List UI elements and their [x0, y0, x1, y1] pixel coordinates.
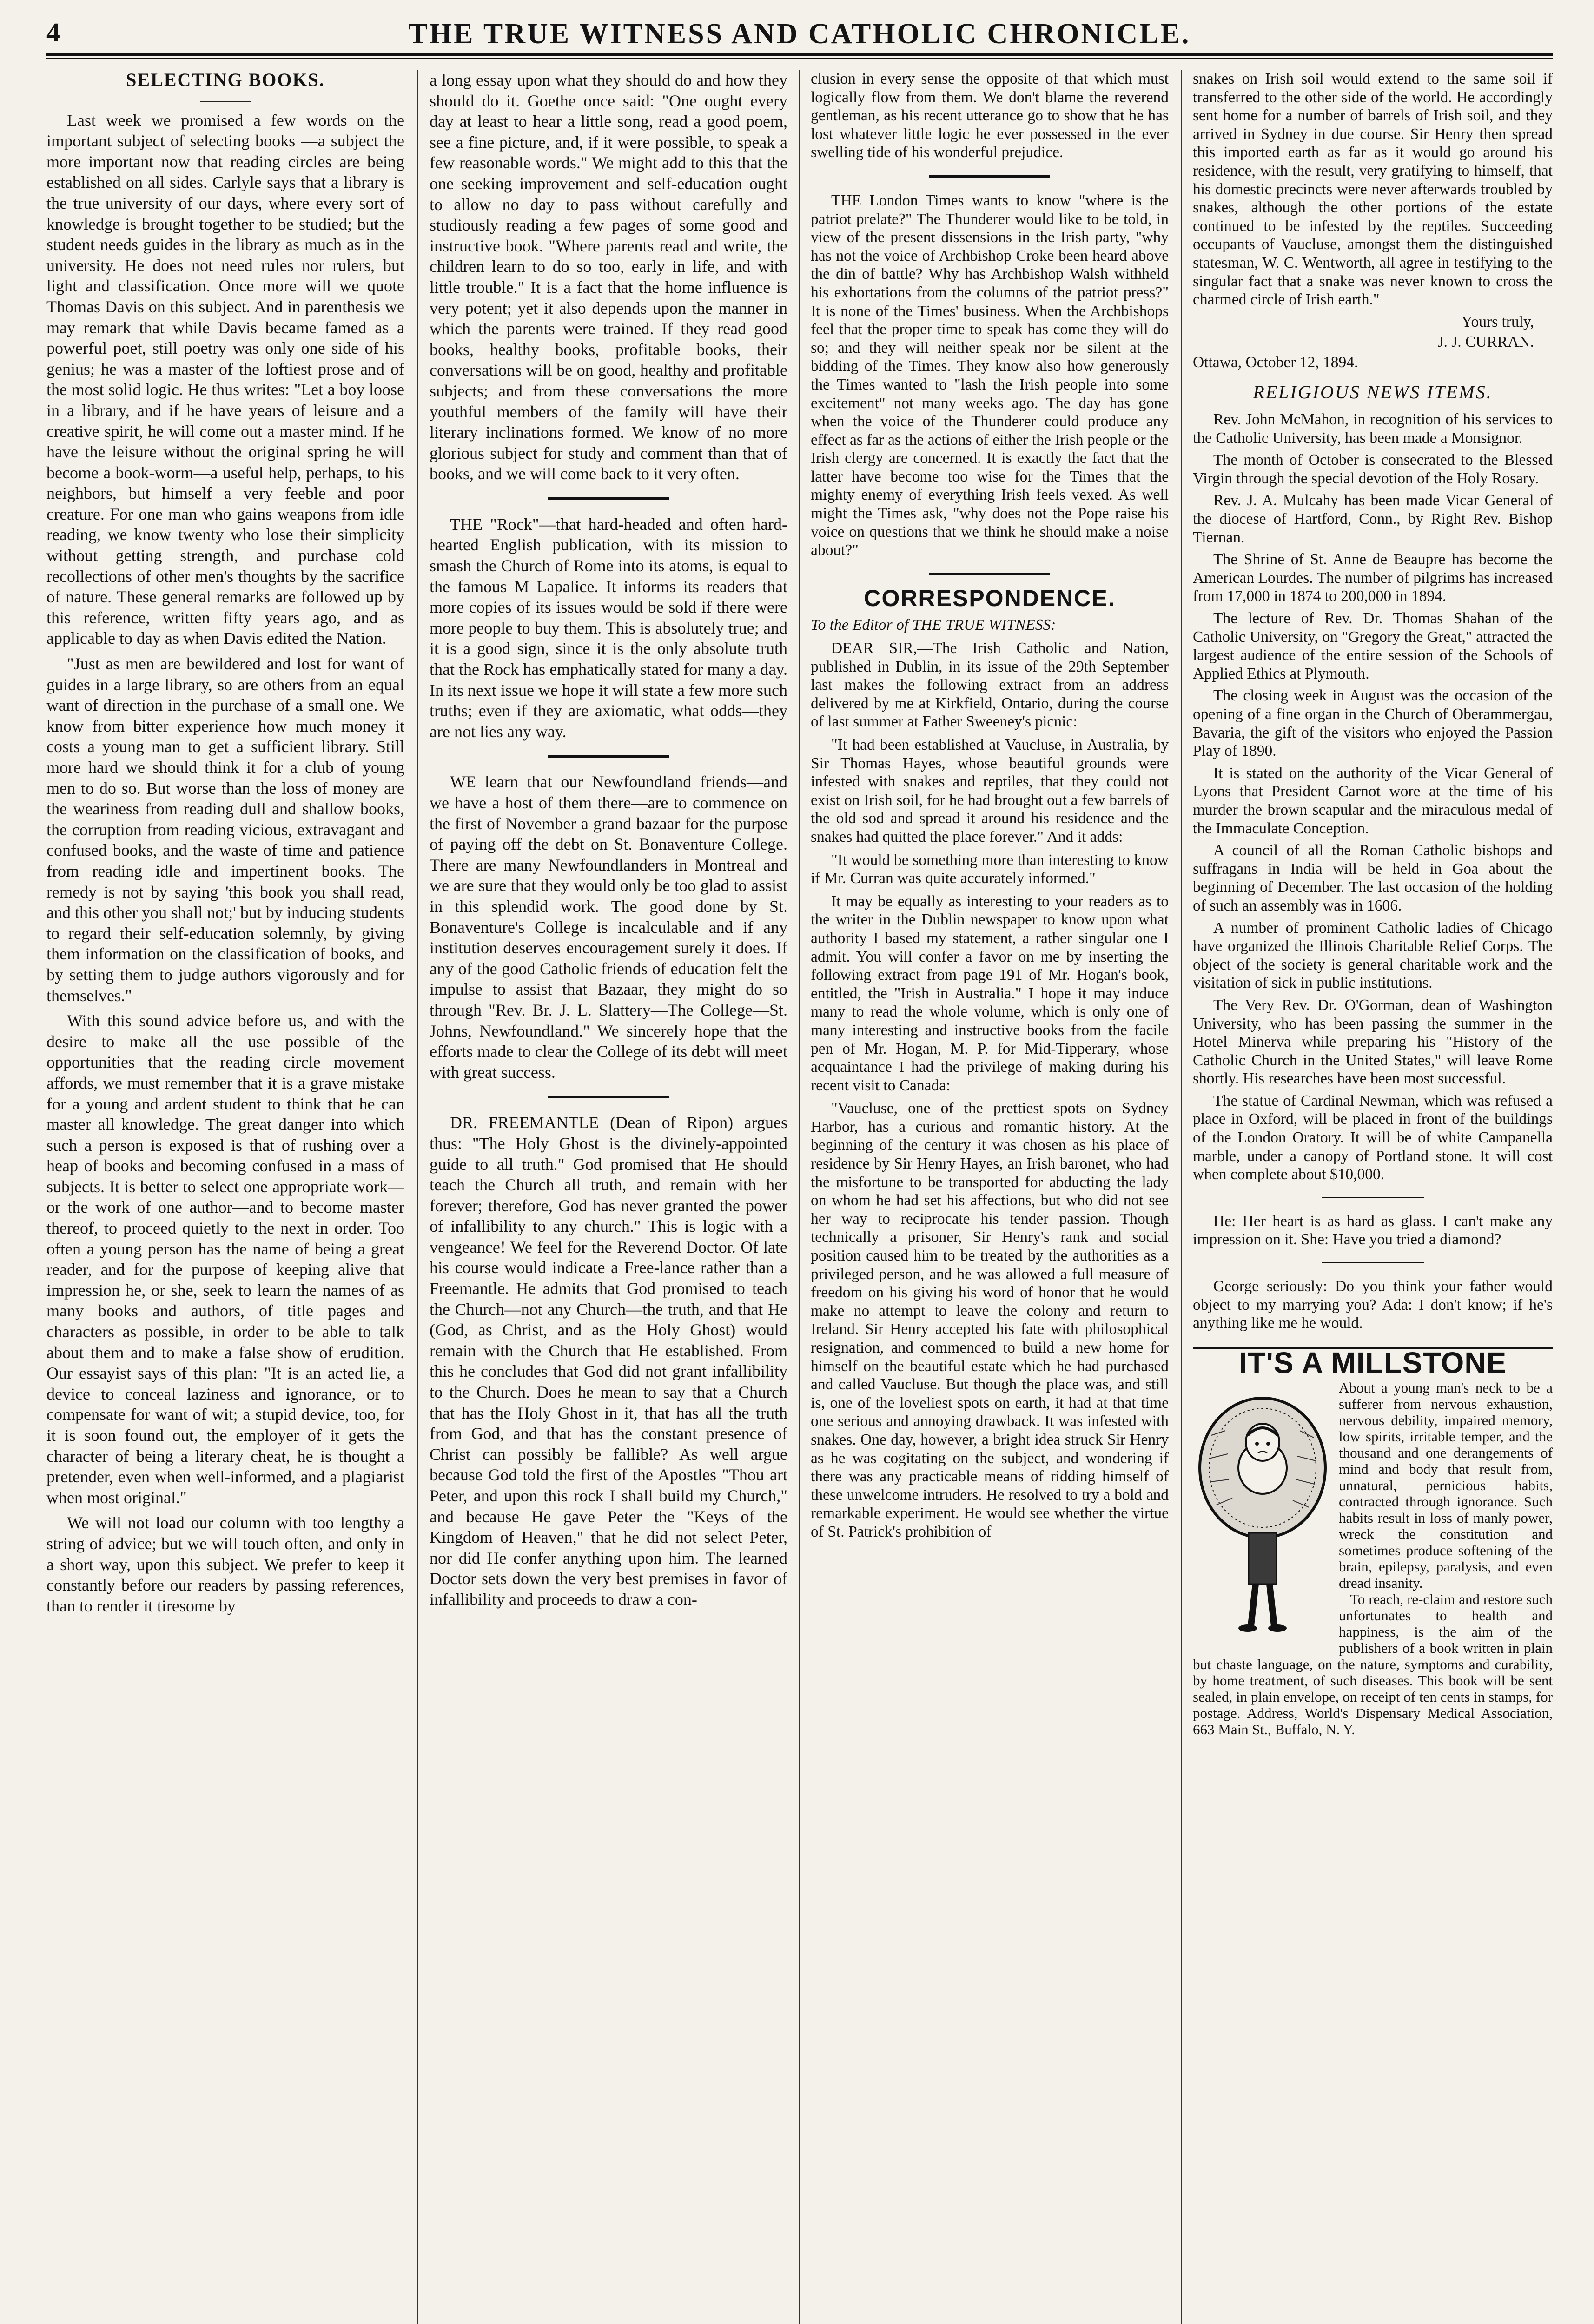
column-1	[46, 70, 404, 2324]
separator-rule	[1322, 1197, 1424, 1198]
article-paragraph: With this sound advice before us, and with the desire to make all the use possible of the opportunities that the reading circle movement affords, we must remember that it is a grave mistake for a young and ardent student to think that he can master all knowledge. The great danger into which such a person is exposed is that of rushing over a heap of books and becoming confused in a mass of subjects. It is better to select one appropriate work—or the work of one author—and to become master thereof, to proceed quietly to the next in order. Too often a young person has the name of being a great reader, and for the purpose of keeping alive that impression he, or she, seek to learn the names of as many books and authors, of title pages and characters as possible, in order to be able to talk about them and to make a false show of erudition. Our essayist says of this plan: "It is an acted lie, a device to conceal laziness and ignorance, or to compensate for want of wit; a stupid device, too, for it is soon found out, the employer of it gets the character of being a literary cheat, he is thought a pretender, even when well-informed, and a plagiarist when most original."	[46, 1011, 404, 1507]
advertisement-paragraph: To reach, re-claim and restore such unfortunates to health and happiness, is the aim of the publishers of a book written in plain but chaste language, on the nature, symptoms and curability, by home treatment, of such diseases. This book will be sent sealed, in plain envelope, on receipt of ten cents in stamps, for postage. Address, World's Dispensary Medical Association, 663 Main St., Buffalo, N. Y.	[1193, 1591, 1553, 1738]
news-item: A council of all the Roman Catholic bishops and suffragans in India will be held in Goa about the beginning of December. The last occasion of the holding of such an assembly was in 1606.	[1193, 842, 1553, 914]
heading-rule	[200, 101, 251, 102]
news-item: Rev. John McMahon, in recognition of his services to the Catholic University, has been made a Monsignor.	[1193, 411, 1553, 447]
separator-rule	[548, 1096, 669, 1098]
column-3	[811, 70, 1169, 2324]
article-paragraph: "Just as men are bewildered and lost for want of guides in a large library, so are others from an equal want of direction in the purchase of a small one. We know from bitter experience how much money it costs a young man to get a sufficient library. Still more hard we should think it for a club of young men to do so. But worse than the loss of money are the weariness from reading dull and shallow books, the corruption from reading vicious, extravagant and confused books, and the waste of time and patience from reading idle and impertinent books. The remedy is not by saying 'this book you shall read, and this other you shall not;' but by inducing students to regard their self-education solemnly, by giving them information on the classification of books, and by setting them to judge authors vigorously and for themselves."	[46, 654, 404, 1005]
column-4	[1193, 70, 1553, 2324]
news-item: It is stated on the authority of the Vicar General of Lyons that President Carnot wore at the time of his murder the brown scapular and the miraculous medal of the Immaculate Conception.	[1193, 764, 1553, 837]
letter-dateline: Ottawa, October 12, 1894.	[1193, 353, 1358, 371]
letter-paragraph: "Vaucluse, one of the prettiest spots on Sydney Harbor, has a curious and romantic history. At the beginning of the century it was chosen as his place of residence by Sir Henry Hayes, an Irish baronet, who had the misfortune to be transported for abducting the lady on whom he had set his affections, but who did not see her way to reciprocate his tender passion. Though technically a prisoner, Sir Henry's rank and social position caused him to be treated by the authorities as a privileged person, and he was allowed a full measure of freedom on his giving his word of honor that he would make no attempt to leave the colony and return to Ireland. Sir Henry accepted his fate with philosophical resignation, and commenced to build a new home for himself on the beautiful estate which he had purchased and called Vaucluse. But though the place was, and still is, one of the loveliest spots on earth, it had at that time one serious and annoying drawback. It was infested with snakes. One day, however, a bright idea struck Sir Henry as he was cogitating on the subject, and wondering if there was any practicable means of ridding himself of these unwelcome intruders. He resolved to try a bold and remarkable experiment. He would see whether the virtue of St. Patrick's prohibition of	[811, 1100, 1169, 1540]
letter-paragraph: "It would be something more than interesting to know if Mr. Curran was quite accurately informed."	[811, 851, 1169, 887]
correspondence-heading: CORRESPONDENCE.	[864, 585, 1116, 611]
separator-rule	[1322, 1262, 1424, 1263]
column-divider	[1181, 70, 1182, 2324]
advertisement-title: IT'S A MILLSTONE	[1238, 1346, 1507, 1380]
news-item: The closing week in August was the occasion of the opening of a fine organ in the Church of Oberammergau, Bavaria, the gift of the visitors who enjoyed the Passion Play of 1890.	[1193, 687, 1553, 760]
millstone-advertisement	[1193, 1347, 1553, 1738]
editorial-london-times: THE London Times wants to know "where is the patriot prelate?" The Thunderer would like to be told, in view of the present dissensions in the Irish party, "why has not the voice of Archbishop Croke been heard above the din of battle? Why has Archbishop Walsh withheld his exhortations from the columns of the patriot press?" It is none of the Times' business. When the Archbishops feel that the proper time to speak has come they will do so; and they will neither speak nor be silent at the bidding of the Times. They know also how generously the Times wanted to "lash the Irish people into some excitement" not many weeks ago. The day has gone when the voice of the Thunderer could produce any effect as far as the actions of either the Irish people or the Irish clergy are concerned. It is exactly the fact that the latter have become too wise for the Times that the mighty enemy of everything Irish feels vexed. As well might the Times ask, "why does not the Pope raise his voice on questions that we think he should make a noise about?"	[811, 191, 1169, 559]
letter-salutation: To the Editor of THE TRUE WITNESS:	[811, 616, 1056, 634]
separator-rule	[548, 497, 669, 500]
column-2	[430, 70, 787, 2324]
letter-paragraph: snakes on Irish soil would extend to the same soil if transferred to the other side of the world. He accordingly sent home for a number of barrels of Irish soil, and they arrived in Sydney in due course. Sir Henry then spread this imported earth as far as it would go around his residence, with the result, very gratifying to himself, that his domestic precincts were never afterwards troubled by snakes, although the other portions of the estate continued to be infested by the reptiles. Succeeding occupants of Vaucluse, amongst them the distinguished statesman, W. C. Wentworth, all agree in testifying to the singular fact that a snake was never known to cross the charmed circle of Irish earth."	[1193, 70, 1553, 309]
letter-paragraph: DEAR SIR,—The Irish Catholic and Nation, published in Dublin, in its issue of the 29th September last makes the following extract from an address delivered by me at Kirkfield, Ontario, during the course of last summer at Father Sweeney's picnic:	[811, 640, 1169, 731]
article-paragraph: clusion in every sense the opposite of that which must logically flow from them. We don't blame the reverend gentleman, as his recent utterance go to show that he has lost whatever little logic he ever possessed in the ever swelling tide of his wonderful prejudice.	[811, 70, 1169, 161]
letter-paragraph: It may be equally as interesting to your readers as to the writer in the Dublin newspaper to know upon what authority I based my statement, a rather singular one I admit. You will confer a favor on me by inserting the following extract from page 191 of Mr. Hogan's book, entitled, the "Irish in Australia." I hope it may induce many to read the whole volume, which is only one of many interesting and instructive books from the facile pen of Mr. Hogan, M. P. for Mid-Tipperary, whose acquaintance I had the privilege of making during his recent visit to Canada:	[811, 892, 1169, 1094]
news-item: The month of October is consecrated to the Blessed Virgin through the special devotion of the Holy Rosary.	[1193, 451, 1553, 487]
advertisement-paragraph: About a young man's neck to be a sufferer from nervous exhaustion, nervous debility, impaired memory, low spirits, irritable temper, and the thousand and one derangements of mind and body that result from, unnatural, pernicious habits, contracted through ignorance. Such habits result in loss of manly power, wreck the constitution and sometimes produce softening of the brain, epilepsy, paralysis, and even dread insanity.	[1339, 1380, 1553, 1591]
column-divider	[799, 70, 800, 2324]
joke: George seriously: Do you think your father would object to my marrying you? Ada: I don't know; if he's anything like me he would.	[1193, 1278, 1553, 1332]
advertisement-body	[1193, 1380, 1553, 1737]
news-item: Rev. J. A. Mulcahy has been made Vicar General of the diocese of Hartford, Conn., by Right Rev. Bishop Tiernan.	[1193, 492, 1553, 546]
separator-rule	[929, 175, 1050, 178]
column-divider	[417, 70, 418, 2324]
page-number: 4	[46, 17, 60, 47]
letter-paragraph: "It had been established at Vaucluse, in Australia, by Sir Thomas Hayes, whose beautiful grounds were infested with snakes and reptiles, that they could not exist on Irish soil, for he had brought out a few barrels of the old sod and spread it around his residence and the snakes had quitted the place forever." And it adds:	[811, 736, 1169, 845]
news-item: The Shrine of St. Anne de Beaupre has become the American Lourdes. The number of pilgrims has increased from 17,000 in 1874 to 200,000 in 1894.	[1193, 551, 1553, 605]
news-item: The Very Rev. Dr. O'Gorman, dean of Washington University, who has been passing the summer in the Hotel Minerva while preparing his "History of the Catholic Church in the United States," will leave Rome shortly. His researches have been most successful.	[1193, 996, 1553, 1088]
header-rule-thin	[46, 58, 1553, 59]
joke: He: Her heart is as hard as glass. I can't make any impression on it. She: Have you tried a diamond?	[1193, 1212, 1553, 1248]
separator-rule	[929, 573, 1050, 575]
news-item: The lecture of Rev. Dr. Thomas Shahan of the Catholic University, on "Gregory the Great," attracted the largest audience of the entire session of the Schools of Applied Ethics at Plymouth.	[1193, 610, 1553, 682]
editorial-freemantle: DR. FREEMANTLE (Dean of Ripon) argues thus: "The Holy Ghost is the divinely-appointed guide to all truth." God promised that He should teach the Church all truth, and remain with her forever; therefore, God has never granted the power of infallibility to any church." This is logic with a vengeance! We feel for the Reverend Doctor. Of late his course would indicate a Free-lance rather than a Freemantle. He admits that God promised to teach the Church—not any Church—the truth, and that He (God, as Christ, and as the Holy Ghost) would remain with the Church that He established. From this he concludes that God did not grant infallibility to the Church. Does he mean to say that a Church that has the Holy Ghost in it, that has all the truth from God, and that has the constant presence of Christ can possibly be fallible? As well argue because God told the first of the Apostles "Thou art Peter, and upon this rock I shall build my Church," and because He gave Peter the "Keys of the Kingdom of Heaven," that he did not select Peter, nor did He confer anything upon him. The learned Doctor sets down the very best premises in favor of infallibility and proceeds to draw a con-	[430, 1113, 787, 1609]
man-with-millstone-icon	[1193, 1380, 1332, 1640]
masthead	[46, 14, 1553, 51]
article-paragraph: a long essay upon what they should do and how they should do it. Goethe once said: "One ought every day at least to hear a little song, read a good poem, see a fine picture, and, if it were possible, to speak a few reasonable words." We might add to this that the one seeking improvement and self-education ought to allow no day to pass without carefully and studiously reading a few pages of some good and instructive book. "Where parents read and write, the children learn to do so too, early in life, and with little trouble." It is a fact that the home influence is very potent; yet it also depends upon the manner in which the parents were trained. If they read good books, healthy books, profitable books, their conversations will be on good, healthy and profitable subjects; and from these conversations the more youthful members of the family will have their literary inclinations formed. We know of no more glorious subject for study and comment than that of books, and we will come back to it very often.	[430, 71, 787, 483]
religious-news-heading: RELIGIOUS NEWS ITEMS.	[1253, 381, 1493, 403]
editorial-newfoundland: WE learn that our Newfoundland friends—and we have a host of them there—are to commence on the first of November a grand bazaar for the purpose of paying off the debt on St. Bonaventure College. There are many Newfoundlanders in Montreal and we are sure that they would only be too glad to assist in this splendid work. The good done by St. Bonaventure's College is incalculable and if any institution deserves encouragement surely it does. If any of the good Catholic friends of education felt the impulse to assist that Bazaar, they might do so through "Rev. Br. J. L. Slattery—The College—St. Johns, Newfoundland." We sincerely hope that the efforts made to clear the College of its debt will meet with great success.	[430, 772, 787, 1082]
article-paragraph: We will not load our column with too lengthy a string of advice; but we will touch often, and only in a short way, upon this subject. We prefer to keep it constantly before our readers by passing references, than to render it tiresome by	[46, 1513, 404, 1615]
news-item: A number of prominent Catholic ladies of Chicago have organized the Illinois Charitable Relief Corps. The object of the society is general charitable work and the visitation of sick in public institutions.	[1193, 919, 1553, 992]
millstone-illustration	[1193, 1380, 1332, 1640]
editorial-rock: THE "Rock"—that hard-headed and often hard-hearted English publication, with its mission to smash the Church of Rome into its atoms, is equal to the famous M Lapalice. It informs its readers that more copies of its issues would be sold if there were more people to buy them. This is absolutely true; and it is a good sign, since it is the only absolute truth that the Rock has emphatically stated for many a day. In its next issue we hope it will state a few more such truths; even if they are axiomatic, what odds—they are not lies any way.	[430, 515, 787, 741]
separator-rule	[548, 755, 669, 758]
header-rule	[46, 53, 1553, 56]
newspaper-title: THE TRUE WITNESS AND CATHOLIC CHRONICLE.	[408, 18, 1191, 50]
news-item: The statue of Cardinal Newman, which was refused a place in Oxford, will be placed in front of the buildings of the London Oratory. It will be of white Campanella marble, under a canopy of Portland stone. It will cost when complete about $10,000.	[1193, 1092, 1553, 1183]
selecting-books-heading: SELECTING BOOKS.	[126, 70, 325, 90]
letter-closing: Yours truly,	[1461, 313, 1534, 330]
article-paragraph: Last week we promised a few words on the important subject of selecting books —a subject the more important now that reading circles are being established on all sides. Carlyle says that a library is the true university of our days, where every sort of knowledge is brought together to be studied; but the student needs guides in the library as much as in the university. He does not need rules nor rulers, but light and classification. Once more will we quote Thomas Davis on this subject. And in parenthesis we may remark that while Davis became famed as a powerful poet, still poetry was only one side of his genius; he was a master of the loftiest prose and of the most solid logic. He thus writes: "Let a boy loose in a library, and if he have years of leisure and a creative spirit, he will come out a master mind. If he have the leisure without the original spring he will become a book-worm—a useful help, perhaps, to his neighbors, but himself a very feeble and poor creature. For one man who gains weapons from idle reading, we know twenty who lose their simplicity without getting strength, and purchase cold recollections of other men's thoughts by the sacrifice of nature. These general remarks are followed up by this reference, written fifty years ago, and as applicable to day as when Davis edited the Nation.	[46, 111, 404, 648]
letter-signature: J. J. CURRAN.	[1437, 333, 1534, 351]
